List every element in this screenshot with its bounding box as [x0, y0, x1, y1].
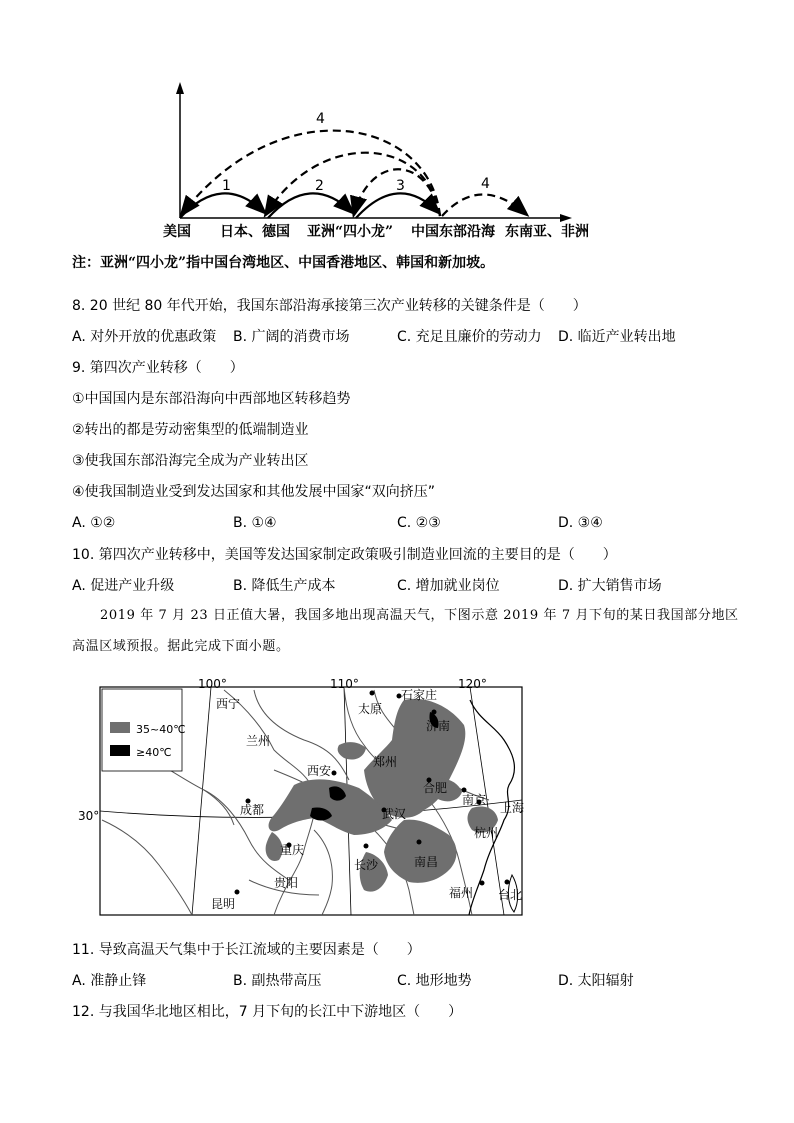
question-11-option-a[interactable]: A. 准静止锋 — [72, 973, 147, 989]
city-hefei: 合肥 — [423, 781, 448, 795]
question-9-option-d[interactable]: D. ③④ — [558, 515, 603, 531]
question-9-item-1: ①中国国内是东部沿海向中西部地区转移趋势 — [72, 391, 351, 407]
arrow-label-3: 3 — [396, 178, 405, 194]
question-10-stem: 10. 第四次产业转移中，美国等发达国家制定政策吸引制造业回流的主要目的是（ ） — [72, 547, 617, 563]
city-lanzhou: 兰州 — [246, 734, 271, 748]
city-nanjing: 南京 — [462, 793, 487, 807]
city-zhengzhou: 郑州 — [373, 755, 398, 769]
question-9-item-4: ④使我国制造业受到发达国家和其他发展中国家“双向挤压” — [72, 484, 436, 500]
arrow-4-long — [182, 131, 440, 216]
question-11-option-b[interactable]: B. 副热带高压 — [233, 973, 322, 989]
arrow-dashed-mid — [266, 153, 440, 216]
question-8-option-c[interactable]: C. 充足且廉价的劳动力 — [397, 329, 542, 345]
longitude-110: 110° — [330, 677, 359, 691]
question-10-option-d[interactable]: D. 扩大销售市场 — [558, 578, 662, 594]
question-9-stem: 9. 第四次产业转移（ ） — [72, 360, 244, 376]
legend-swatch-35-40 — [110, 722, 130, 733]
question-11-option-d[interactable]: D. 太阳辐射 — [558, 973, 634, 989]
question-10-option-b[interactable]: B. 降低生产成本 — [233, 578, 336, 594]
city-jinan: 济南 — [426, 719, 451, 733]
arrow-4-right — [442, 194, 526, 216]
industry-transfer-diagram — [160, 78, 600, 238]
axis-label-usa: 美国 — [163, 224, 191, 240]
question-9-option-c[interactable]: C. ②③ — [397, 515, 441, 531]
question-8-option-b[interactable]: B. 广阔的消费市场 — [233, 329, 350, 345]
question-8-option-a[interactable]: A. 对外开放的优惠政策 — [72, 329, 217, 345]
city-guiyang: 贵阳 — [274, 876, 299, 890]
city-fuzhou: 福州 — [449, 886, 474, 900]
axis-label-sea-africa: 东南亚、非洲 — [505, 224, 589, 240]
arrow-label-2: 2 — [315, 178, 324, 194]
question-9-item-2: ②转出的都是劳动密集型的低端制造业 — [72, 422, 309, 438]
legend-swatch-40 — [110, 745, 130, 756]
legend-label-35-40: 35~40℃ — [136, 723, 186, 736]
city-wuhan: 武汉 — [382, 807, 407, 821]
question-11-stem: 11. 导致高温天气集中于长江流域的主要因素是（ ） — [72, 942, 421, 958]
question-11-option-c[interactable]: C. 地形地势 — [397, 973, 472, 989]
city-kunming: 昆明 — [211, 897, 236, 911]
city-chongqing: 重庆 — [280, 843, 305, 857]
city-taiyuan: 太原 — [358, 702, 383, 716]
arrow-1 — [180, 193, 264, 218]
question-9-item-3: ③使我国东部沿海完全成为产业转出区 — [72, 453, 309, 469]
city-chengdu: 成都 — [240, 803, 265, 817]
longitude-120: 120° — [458, 677, 487, 691]
passage-line-2: 高温区域预报。据此完成下面小题。 — [72, 639, 290, 654]
axis-label-china-east: 中国东部沿海 — [411, 224, 495, 240]
question-8-stem: 8. 20 世纪 80 年代开始，我国东部沿海承接第三次产业转移的关键条件是（ ） — [72, 298, 587, 314]
axis-label-japan-germany: 日本、德国 — [220, 224, 290, 240]
passage-line-1: 2019 年 7 月 23 日正值大暑，我国多地出现高温天气，下图示意 2019 年 7 月下旬的某日我国部分地区 — [100, 608, 739, 623]
question-10-option-c[interactable]: C. 增加就业岗位 — [397, 578, 500, 594]
axis-label-four-dragons: 亚洲“四小龙” — [307, 224, 394, 240]
question-10-option-a[interactable]: A. 促进产业升级 — [72, 578, 175, 594]
arrow-label-4-top: 4 — [316, 111, 325, 127]
arrow-3 — [356, 193, 438, 218]
city-shijiazhuang: 石家庄 — [401, 688, 438, 702]
city-xian: 西安 — [307, 764, 332, 778]
question-9-option-b[interactable]: B. ①④ — [233, 515, 277, 531]
question-9-option-a[interactable]: A. ①② — [72, 515, 116, 531]
city-hangzhou: 杭州 — [474, 826, 499, 840]
question-12-stem: 12. 与我国华北地区相比，7 月下旬的长江中下游地区（ ） — [72, 1004, 463, 1020]
diagram-note: 注：亚洲“四小龙”指中国台湾地区、中国香港地区、韩国和新加坡。 — [72, 255, 495, 271]
arrow-label-1: 1 — [222, 178, 231, 194]
question-8-option-d[interactable]: D. 临近产业转出地 — [558, 329, 676, 345]
arrow-label-4-right: 4 — [481, 176, 490, 192]
arrow-2 — [268, 193, 352, 218]
city-xining: 西宁 — [216, 697, 241, 711]
latitude-30: 30° — [78, 809, 100, 823]
city-taipei: 台北 — [498, 888, 523, 902]
city-nanchang: 南昌 — [414, 855, 439, 869]
city-shanghai: 上海 — [500, 801, 525, 815]
longitude-100: 100° — [198, 677, 227, 691]
legend-label-40: ≥40℃ — [136, 746, 172, 759]
city-changsha: 长沙 — [354, 858, 379, 872]
